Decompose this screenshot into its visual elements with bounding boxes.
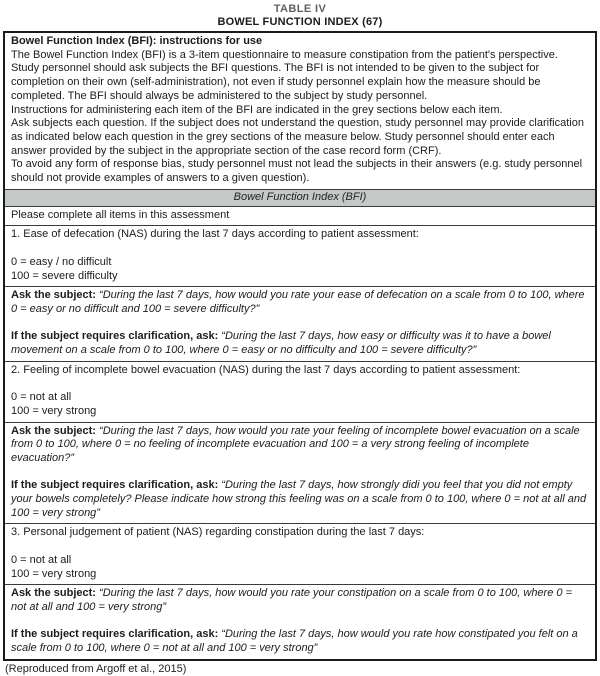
item-2-question-cell <box>5 361 595 422</box>
spacer <box>11 540 589 554</box>
clarify-quote: “During the last 7 days, how strongly didi you feel that you did not empty your bowels completely? Please indicate how strong this feeling was on a scale from 0 to 100, where 0 = not at all and 100 = very strong” <box>11 479 587 519</box>
item-2-ask <box>11 425 589 466</box>
complete-note: Please complete all items in this assessment <box>11 208 230 221</box>
source-note: (Reproduced from Argoff et al., 2015) <box>5 662 187 675</box>
item-2-question: 2. Feeling of incomplete bowel evacuation (NAS) during the last 7 days according to patient assessment: <box>11 363 521 376</box>
item-3-scale-low: 0 = not at all <box>11 553 72 566</box>
item-1-question: 1. Ease of defecation (NAS) during the last 7 days according to patient assessment: <box>11 228 419 241</box>
clarify-label: If the subject requires clarification, ask: <box>11 479 219 492</box>
spacer <box>11 242 589 256</box>
instructions-paragraph: Ask subjects each question. If the subject does not understand the question, study personnel may provide clarification as indicated below each question in the grey sections of the measure below. Study personnel should enter each answer provided by the subject in the appropriate section of the case record form (CRF). <box>11 117 584 157</box>
table-title: BOWEL FUNCTION INDEX (67) <box>217 15 383 28</box>
table-caption <box>3 0 597 28</box>
ask-label: Ask the subject: <box>11 424 96 437</box>
item-3-admin-cell <box>5 584 595 659</box>
spacer <box>11 466 589 480</box>
item-2-scale-high: 100 = very strong <box>11 404 97 417</box>
ask-label: Ask the subject: <box>11 587 96 600</box>
item-1-ask <box>11 289 589 316</box>
instructions-paragraph: Instructions for administering each item of the BFI are indicated in the grey sections below each item. <box>11 103 503 116</box>
item-2-admin-cell <box>5 422 595 524</box>
item-1-admin-cell <box>5 286 595 361</box>
spacer <box>11 377 589 391</box>
ask-quote: “During the last 7 days, how would you rate your feeling of incomplete bowel evacuation on a scale from 0 to 100, where 0 = no feeling of incomplete evacuation and 100 = a very strong feeling of incomplete evacuation?” <box>11 424 580 464</box>
instructions-paragraph: To avoid any form of response bias, study personnel must not lead the subjects in their answers (e.g. study personnel should not provide examples of answers to a given question). <box>11 158 583 185</box>
item-3-scale-high: 100 = very strong <box>11 567 97 580</box>
item-2-scale-low: 0 = not at all <box>11 391 72 404</box>
ask-label: Ask the subject: <box>11 289 96 302</box>
item-3-clarify <box>11 628 589 655</box>
complete-note-cell <box>5 206 595 226</box>
item-1-question-cell <box>5 225 595 286</box>
clarify-quote: “During the last 7 days, how would you rate how constipated you felt on a scale from 0 to 100, where 0 = not at all and 100 = very strong” <box>11 628 578 655</box>
section-header-band <box>5 189 595 206</box>
item-3-question-cell <box>5 523 595 584</box>
spacer <box>11 615 589 629</box>
ask-quote: “During the last 7 days, how would you rate your constipation on a scale from 0 to 100, where 0 = not at all and 100 = very strong” <box>11 587 572 613</box>
clarify-label: If the subject requires clarification, ask: <box>11 330 219 343</box>
ask-quote: “During the last 7 days, how would you rate your ease of defecation on a scale from 0 to 100, where 0 = easy or no difficult and 100 = severe difficulty?” <box>11 289 585 315</box>
bfi-table <box>3 31 597 661</box>
clarify-quote: “During the last 7 days, how easy or difficulty was it to have a bowel movement on a scale from 0 to 100, where 0 = easy or no difficulty and 100 = severe difficulty?” <box>11 330 551 357</box>
item-3-ask <box>11 587 589 614</box>
spacer <box>11 317 589 331</box>
item-1-scale-low: 0 = easy / no difficult <box>11 255 112 268</box>
instructions-cell <box>5 33 595 189</box>
instructions-paragraph: The Bowel Function Index (BFI) is a 3-item questionnaire to measure constipation from the patient's perspective. Study personnel should ask subjects the BFI questions. The BFI is not intended to be given to the subject for completion on their own (self-administration), not even if study personnel explain how the measure should be completed. The BFI should always be administered to the subject by study personnel. <box>11 48 558 102</box>
item-2-clarify <box>11 479 589 520</box>
clarify-label: If the subject requires clarification, ask: <box>11 628 219 641</box>
item-1-scale-high: 100 = severe difficulty <box>11 269 118 282</box>
section-header-label: Bowel Function Index (BFI) <box>233 190 367 203</box>
table-number: TABLE IV <box>273 3 327 15</box>
item-3-question: 3. Personal judgement of patient (NAS) regarding constipation during the last 7 days: <box>11 526 425 539</box>
item-1-clarify <box>11 330 589 357</box>
instructions-heading: Bowel Function Index (BFI): instructions for use <box>11 35 263 47</box>
